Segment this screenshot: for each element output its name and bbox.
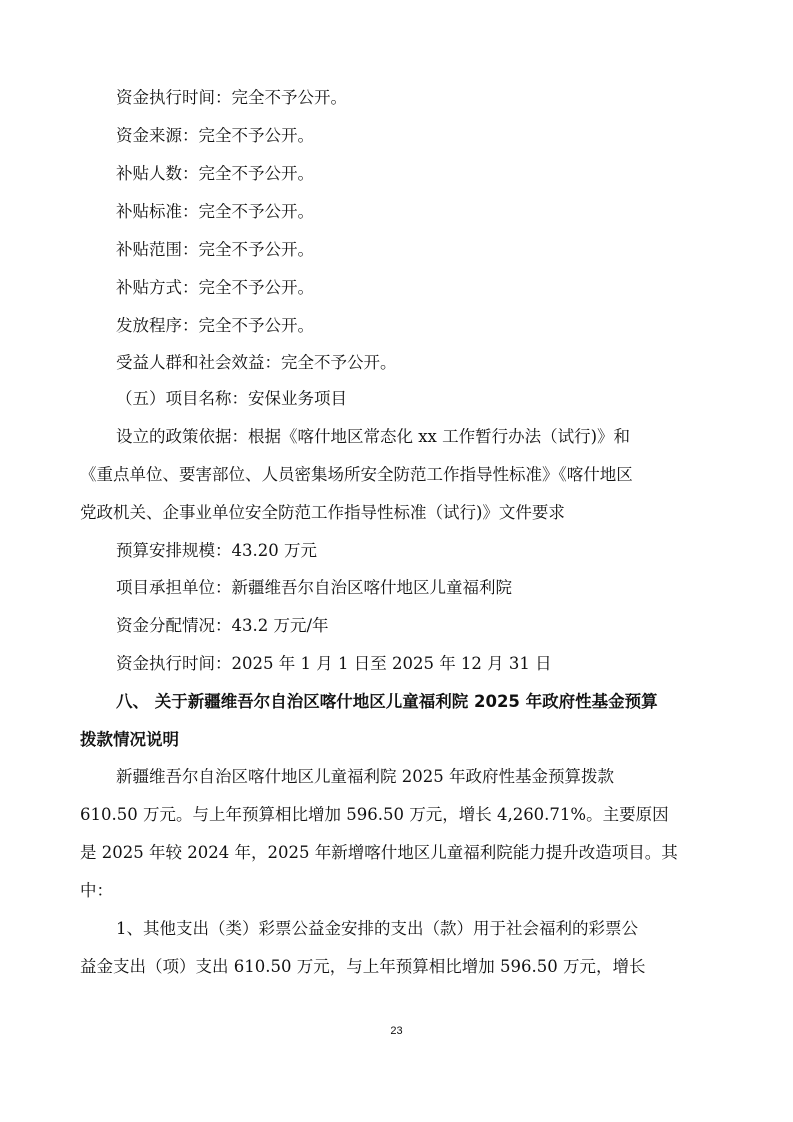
section-heading: 八、 关于新疆维吾尔自治区喀什地区儿童福利院 2025 年政府性基金预算	[116, 692, 658, 711]
text-line: 项目承担单位：新疆维吾尔自治区喀什地区儿童福利院	[116, 578, 512, 597]
text-line: 是 2025 年较 2024 年，2025 年新增喀什地区儿童福利院能力提升改造项目。其	[80, 843, 678, 862]
text-line: 新疆维吾尔自治区喀什地区儿童福利院 2025 年政府性基金预算拨款	[116, 767, 614, 786]
text-line: 资金执行时间：2025 年 1 月 1 日至 2025 年 12 月 31 日	[116, 654, 552, 673]
text-line: 补贴范围：完全不予公开。	[116, 240, 314, 259]
text-line: 发放程序：完全不予公开。	[116, 316, 314, 335]
text-line: 资金分配情况：43.2 万元/年	[116, 616, 329, 635]
section-heading-cont: 拨款情况说明	[80, 730, 179, 749]
text-line: 补贴人数：完全不予公开。	[116, 164, 314, 183]
page-number: 23	[390, 1025, 403, 1037]
text-line: 党政机关、企事业单位安全防范工作指导性标准（试行)》文件要求	[80, 503, 565, 522]
text-line: 设立的政策依据：根据《喀什地区常态化 xx 工作暂行办法（试行)》和	[116, 427, 631, 446]
text-line: 资金执行时间：完全不予公开。	[116, 88, 347, 107]
text-line: 益金支出（项）支出 610.50 万元，与上年预算相比增加 596.50 万元，增长	[80, 957, 646, 976]
text-line: 资金来源：完全不予公开。	[116, 126, 314, 145]
text-line: 《重点单位、要害部位、人员密集场所安全防范工作指导性标准》《喀什地区	[80, 465, 633, 484]
section-subheading: （五）项目名称：安保业务项目	[116, 389, 347, 408]
text-line: 补贴方式：完全不予公开。	[116, 278, 314, 297]
text-line: 610.50 万元。与上年预算相比增加 596.50 万元，增长 4,260.71%。主要原因	[80, 805, 669, 824]
text-line: 受益人群和社会效益：完全不予公开。	[116, 353, 397, 372]
text-line: 预算安排规模：43.20 万元	[116, 541, 317, 560]
text-line: 补贴标准：完全不予公开。	[116, 202, 314, 221]
text-line: 1、其他支出（类）彩票公益金安排的支出（款）用于社会福利的彩票公	[116, 919, 638, 938]
text-line: 中：	[80, 881, 113, 900]
